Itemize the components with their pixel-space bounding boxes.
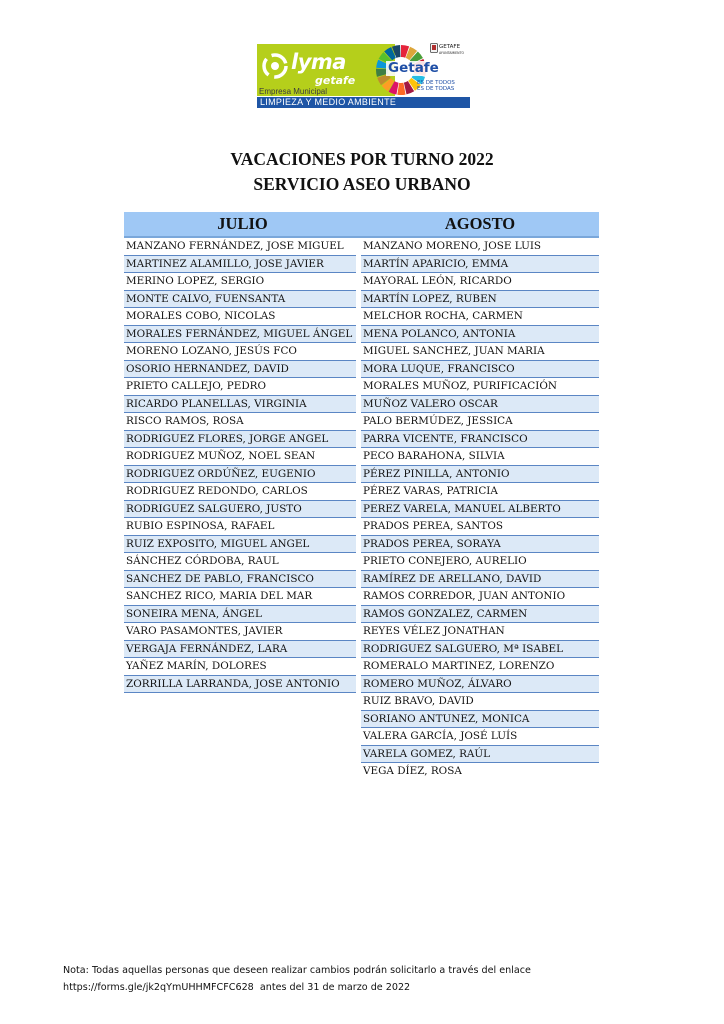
table-cell: PRIETO CALLEJO, PEDRO: [124, 378, 356, 396]
table-cell: VERGAJA FERNÁNDEZ, LARA: [124, 641, 356, 659]
empresa-label: Empresa Municipal: [259, 87, 328, 96]
table-cell: ROMERO MUÑOZ, ÁLVARO: [361, 676, 599, 694]
table-cell: SANCHEZ RICO, MARIA DEL MAR: [124, 588, 356, 606]
lyma-brand-sub: getafe: [315, 74, 356, 87]
table-body: [124, 238, 599, 781]
table-cell: SÁNCHEZ CÓRDOBA, RAUL: [124, 553, 356, 571]
table-cell: RODRIGUEZ MUÑOZ, NOEL SEAN: [124, 448, 356, 466]
getafe-crest-icon: [430, 43, 438, 53]
table-cell: RISCO RAMOS, ROSA: [124, 413, 356, 431]
table-cell: MORENO LOZANO, JESÚS FCO: [124, 343, 356, 361]
document-title: VACACIONES POR TURNO 2022: [230, 149, 494, 169]
table-cell: MARTÍN APARICIO, EMMA: [361, 256, 599, 274]
table-cell: PÉREZ PINILLA, ANTONIO: [361, 466, 599, 484]
table-cell: OSORIO HERNANDEZ, DAVID: [124, 361, 356, 379]
table-cell: RODRIGUEZ REDONDO, CARLOS: [124, 483, 356, 501]
table-cell: PECO BARAHONA, SILVIA: [361, 448, 599, 466]
getafe-crest-label: GETAFE AYUNTAMIENTO: [439, 44, 465, 55]
company-logo: [257, 42, 472, 108]
table-cell: PRIETO CONEJERO, AURELIO: [361, 553, 599, 571]
table-cell: RUBIO ESPINOSA, RAFAEL: [124, 518, 356, 536]
column-agosto: [361, 238, 599, 781]
table-cell: MORALES MUÑOZ, PURIFICACIÓN: [361, 378, 599, 396]
table-cell: PALO BERMÚDEZ, JESSICA: [361, 413, 599, 431]
vacation-table: [124, 212, 599, 781]
note-link[interactable]: https://forms.gle/jk2qYmUHHMFCFC628 antes del 31 de marzo de 2022: [63, 982, 411, 993]
header-julio: JULIO: [217, 214, 268, 233]
table-cell: VARELA GOMEZ, RAÚL: [361, 746, 599, 764]
table-cell: MORALES FERNÁNDEZ, MIGUEL ÁNGEL: [124, 326, 356, 344]
table-cell: MORALES COBO, NICOLAS: [124, 308, 356, 326]
table-cell: ROMERALO MARTINEZ, LORENZO: [361, 658, 599, 676]
table-cell: RAMOS CORREDOR, JUAN ANTONIO: [361, 588, 599, 606]
table-cell: MARTINEZ ALAMILLO, JOSE JAVIER: [124, 256, 356, 274]
lyma-brand: lyma: [291, 50, 346, 74]
getafe-brand: Getafe: [388, 60, 439, 76]
table-cell: RODRIGUEZ ORDÚÑEZ, EUGENIO: [124, 466, 356, 484]
getafe-motto: ES DE TODOS ES DE TODAS: [417, 80, 455, 92]
table-cell: RODRIGUEZ SALGUERO, JUSTO: [124, 501, 356, 519]
table-cell: ZORRILLA LARRANDA, JOSE ANTONIO: [124, 676, 356, 694]
table-cell: MUÑOZ VALERO OSCAR: [361, 396, 599, 414]
note-text: Nota: Todas aquellas personas que deseen realizar cambios podrán solicitarlo a través del enlace: [63, 965, 531, 976]
table-cell: MONTE CALVO, FUENSANTA: [124, 291, 356, 309]
table-cell: MIGUEL SANCHEZ, JUAN MARIA: [361, 343, 599, 361]
table-cell: MENA POLANCO, ANTONIA: [361, 326, 599, 344]
column-julio: [124, 238, 356, 781]
table-cell: YAÑEZ MARÍN, DOLORES: [124, 658, 356, 676]
limpieza-banner: LIMPIEZA Y MEDIO AMBIENTE: [257, 97, 470, 108]
table-cell: RUIZ BRAVO, DAVID: [361, 693, 599, 711]
lyma-swirl-icon: [261, 52, 289, 80]
table-cell: RODRIGUEZ FLORES, JORGE ANGEL: [124, 431, 356, 449]
table-cell: RAMOS GONZALEZ, CARMEN: [361, 606, 599, 624]
table-cell: PEREZ VARELA, MANUEL ALBERTO: [361, 501, 599, 519]
table-cell: REYES VÉLEZ JONATHAN: [361, 623, 599, 641]
document-subtitle: SERVICIO ASEO URBANO: [253, 174, 471, 194]
table-cell: SONEIRA MENA, ÁNGEL: [124, 606, 356, 624]
table-cell: PARRA VICENTE, FRANCISCO: [361, 431, 599, 449]
table-cell: RAMÍREZ DE ARELLANO, DAVID: [361, 571, 599, 589]
table-cell: VARO PASAMONTES, JAVIER: [124, 623, 356, 641]
table-cell: MAYORAL LEÓN, RICARDO: [361, 273, 599, 291]
table-cell: VALERA GARCÍA, JOSÉ LUÍS: [361, 728, 599, 746]
table-cell: SORIANO ANTUNEZ, MONICA: [361, 711, 599, 729]
table-cell: MANZANO FERNÁNDEZ, JOSE MIGUEL: [124, 238, 356, 256]
table-cell: PRADOS PEREA, SORAYA: [361, 536, 599, 554]
table-cell: MARTÍN LOPEZ, RUBEN: [361, 291, 599, 309]
table-cell: MANZANO MORENO, JOSE LUIS: [361, 238, 599, 256]
table-cell: PÉREZ VARAS, PATRICIA: [361, 483, 599, 501]
table-cell: SANCHEZ DE PABLO, FRANCISCO: [124, 571, 356, 589]
table-cell: RODRIGUEZ SALGUERO, Mª ISABEL: [361, 641, 599, 659]
table-cell: RICARDO PLANELLAS, VIRGINIA: [124, 396, 356, 414]
table-header: [124, 212, 599, 238]
table-cell: RUIZ EXPOSITO, MIGUEL ANGEL: [124, 536, 356, 554]
header-agosto: AGOSTO: [444, 214, 516, 233]
table-cell: VEGA DÍEZ, ROSA: [361, 763, 599, 781]
table-cell: MERINO LOPEZ, SERGIO: [124, 273, 356, 291]
table-cell: PRADOS PEREA, SANTOS: [361, 518, 599, 536]
footer-note: [63, 962, 531, 996]
table-cell: MORA LUQUE, FRANCISCO: [361, 361, 599, 379]
table-cell: MELCHOR ROCHA, CARMEN: [361, 308, 599, 326]
